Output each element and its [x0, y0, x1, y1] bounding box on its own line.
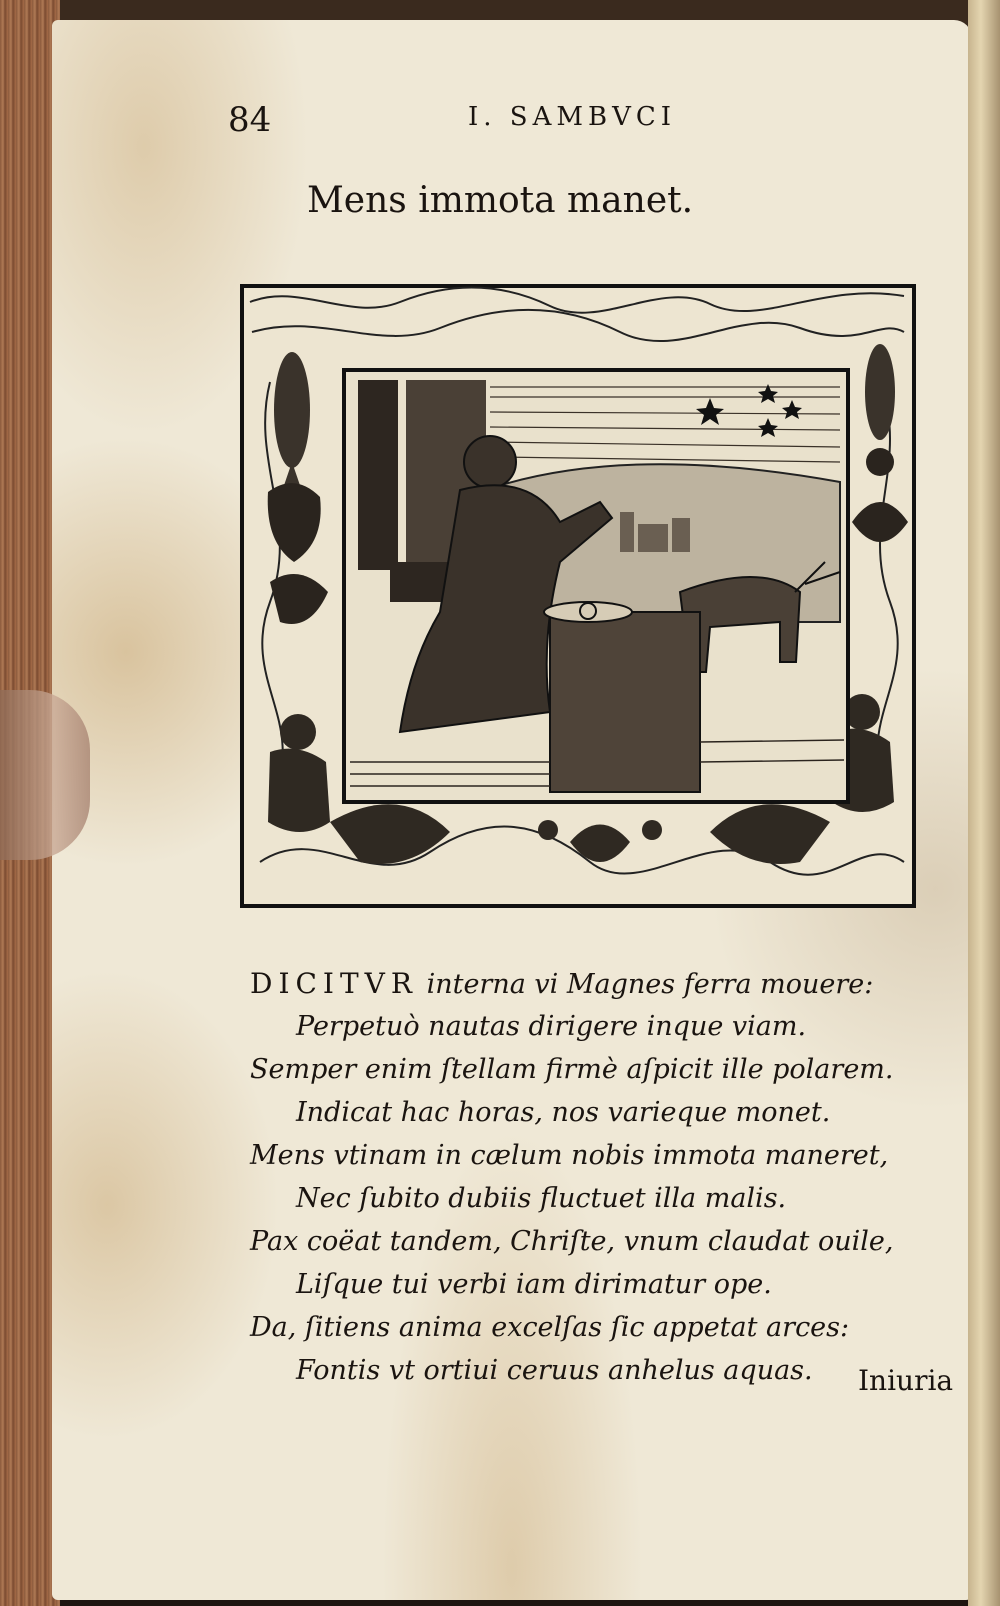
- catchword: Iniuria: [858, 1364, 954, 1397]
- poem-first-line-rest: interna vi Magnes ferra mouere:: [426, 969, 874, 1000]
- poem-line-1: [250, 962, 950, 1005]
- poem-verses: [250, 962, 950, 1392]
- poem-line: Fontis vt ortiui ceruus anhelus aquas.: [296, 1355, 813, 1386]
- page-clip: [0, 690, 90, 860]
- page-number: 84: [228, 100, 272, 140]
- brick-altar: [544, 602, 700, 792]
- poem-line: Mens vtinam in cælum nobis immota maneret,: [250, 1140, 889, 1171]
- emblem-woodcut: [240, 262, 918, 908]
- poem-line: Liſque tui verbi iam dirimatur ope.: [296, 1269, 772, 1300]
- emblem-motto: Mens immota manet.: [306, 180, 694, 221]
- poem-line: Semper enim ſtellam firmè aſpicit ille polarem.: [250, 1054, 894, 1085]
- book-right-edge: [968, 0, 1000, 1606]
- poem-first-word: DICITVR: [250, 967, 418, 1000]
- fish-ornament-right: [865, 344, 895, 440]
- poem-line: Pax coëat tandem, Chriſte, vnum claudat ouile,: [250, 1226, 894, 1257]
- poem-line: Da, ſitiens anima excelſas ſic appetat arces:: [250, 1312, 850, 1343]
- page-header: [0, 100, 1000, 150]
- poem-line: Perpetuò nautas dirigere inque viam.: [296, 1011, 807, 1042]
- poem-line: Indicat hac horas, nos varieque monet.: [296, 1097, 831, 1128]
- poem-line: Nec ſubito dubiis fluctuet illa malis.: [296, 1183, 787, 1214]
- running-head: I. SAMBVCI: [468, 102, 677, 132]
